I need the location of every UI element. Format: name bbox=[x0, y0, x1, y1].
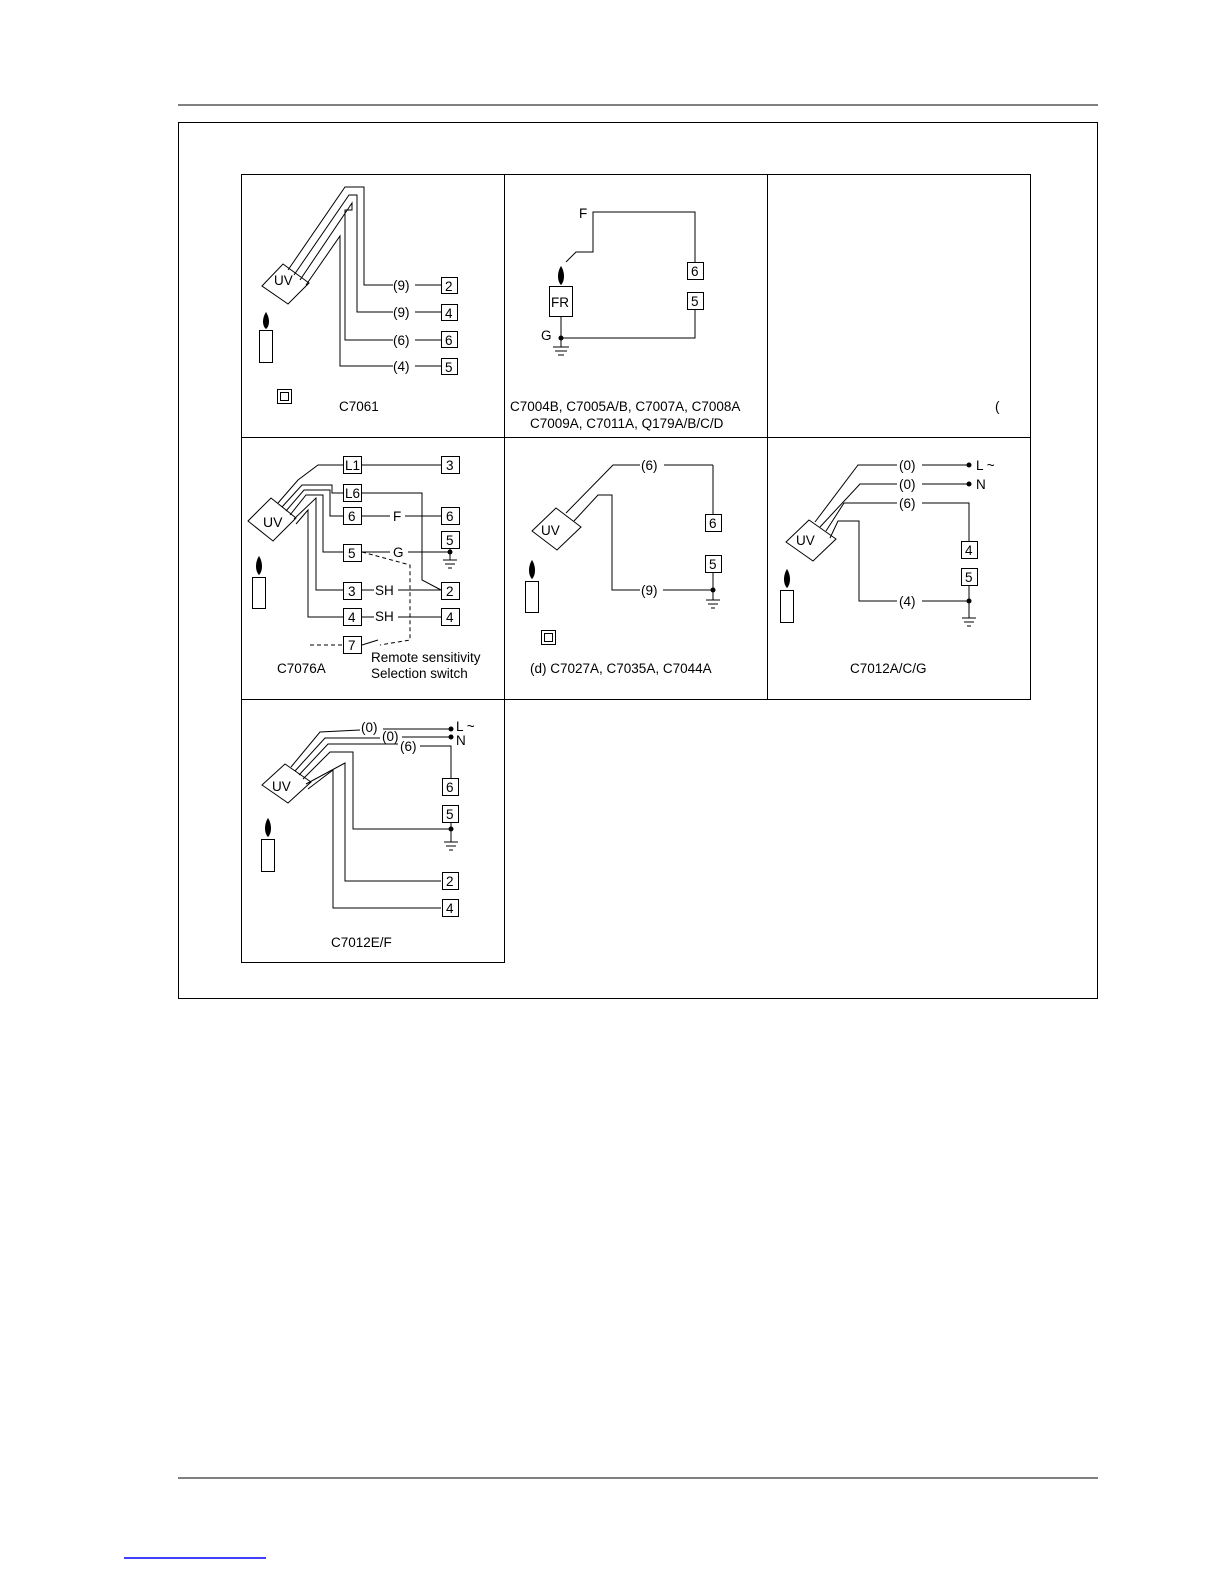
panel-caption: C7061 bbox=[339, 399, 379, 414]
panel-caption: C7076A bbox=[277, 661, 326, 676]
wire-label: SH bbox=[375, 583, 394, 598]
neutral-label: N bbox=[976, 477, 986, 492]
panel-caption-line1: C7004B, C7005A/B, C7007A, C7008A bbox=[510, 399, 741, 414]
terminal-label: 4 bbox=[348, 610, 356, 625]
line-label: L ~ bbox=[456, 719, 475, 734]
wire-label: (9) bbox=[641, 583, 658, 598]
wire-label: (0) bbox=[361, 720, 378, 735]
wire-label: (6) bbox=[641, 458, 658, 473]
panel-caption: C7012A/C/G bbox=[850, 661, 927, 676]
candle-icon bbox=[526, 582, 539, 613]
terminal-label: 6 bbox=[348, 509, 356, 524]
switch-label-line1: Remote sensitivity bbox=[371, 650, 481, 665]
flame-icon bbox=[529, 560, 535, 579]
terminal-label: 5 bbox=[446, 807, 454, 822]
candle-icon bbox=[260, 331, 273, 363]
terminal-label: 4 bbox=[445, 306, 453, 321]
panel-c7061 bbox=[260, 187, 458, 414]
panel-grid bbox=[242, 175, 1031, 963]
terminal-label: 4 bbox=[446, 901, 454, 916]
device-label: UV bbox=[263, 514, 283, 530]
candle-icon bbox=[781, 591, 794, 623]
panel-caption-line2: C7009A, C7011A, Q179A/B/C/D bbox=[530, 416, 724, 431]
wire-label: (0) bbox=[382, 729, 399, 744]
flame-wire-label: F bbox=[579, 206, 588, 221]
terminal-label: 6 bbox=[709, 516, 717, 531]
fragment-mark: ( bbox=[995, 399, 1000, 414]
terminal-label: 3 bbox=[446, 458, 454, 473]
panel-caption: C7012E/F bbox=[331, 935, 392, 950]
terminal-label: 3 bbox=[348, 584, 356, 599]
neutral-label: N bbox=[456, 733, 466, 748]
terminal-label: 6 bbox=[691, 264, 699, 279]
device-label: UV bbox=[541, 523, 560, 538]
flame-icon bbox=[256, 556, 262, 575]
wire-label: (6) bbox=[899, 496, 916, 511]
terminal-label: 6 bbox=[446, 509, 454, 524]
terminal-label: 2 bbox=[446, 874, 454, 889]
flame-icon bbox=[784, 569, 790, 588]
terminal-label: L1 bbox=[345, 458, 361, 473]
device-label: FR bbox=[551, 295, 569, 310]
terminal-label: 4 bbox=[446, 610, 454, 625]
device-label: UV bbox=[274, 273, 293, 288]
wire-label: F bbox=[393, 509, 402, 524]
ground-label: G bbox=[541, 328, 552, 343]
terminal-label: L6 bbox=[345, 486, 361, 501]
wire-label: (9) bbox=[393, 305, 410, 320]
panel-c7012ef bbox=[262, 719, 475, 950]
flame-icon bbox=[263, 312, 269, 329]
wire-label: SH bbox=[375, 609, 394, 624]
terminal-label: 5 bbox=[446, 533, 454, 548]
wire-label: (6) bbox=[393, 333, 410, 348]
terminal-label: 5 bbox=[691, 294, 699, 309]
line-label: L ~ bbox=[976, 458, 995, 473]
wire-label: G bbox=[393, 545, 404, 560]
terminal-label: 2 bbox=[446, 584, 454, 599]
terminal-label: 5 bbox=[348, 546, 356, 561]
terminal-label: 4 bbox=[965, 543, 973, 558]
terminal-label: 6 bbox=[446, 780, 454, 795]
panel-c7012acg bbox=[781, 458, 995, 676]
candle-icon bbox=[262, 840, 275, 872]
panel-blank bbox=[995, 399, 1000, 414]
panel-caption: (d) C7027A, C7035A, C7044A bbox=[530, 661, 712, 676]
switch-label-line2: Selection switch bbox=[371, 666, 468, 681]
terminal-label: 7 bbox=[348, 638, 356, 653]
panel-c7076 bbox=[248, 457, 481, 682]
flame-icon bbox=[265, 818, 271, 837]
wire-label: (0) bbox=[899, 458, 916, 473]
candle-icon bbox=[253, 578, 266, 609]
terminal-label: 5 bbox=[445, 360, 453, 375]
wire-label: (4) bbox=[393, 359, 410, 374]
terminal-label: 6 bbox=[445, 333, 453, 348]
wire-label: (0) bbox=[899, 477, 916, 492]
wire-label: (9) bbox=[393, 278, 410, 293]
device-label: UV bbox=[272, 779, 291, 794]
wire-label: (6) bbox=[400, 739, 417, 754]
panel-c7004 bbox=[510, 206, 740, 431]
terminal-label: 2 bbox=[445, 279, 453, 294]
device-label: UV bbox=[796, 533, 815, 548]
terminal-label: 5 bbox=[709, 557, 717, 572]
wire-label: (4) bbox=[899, 594, 916, 609]
terminal-label: 5 bbox=[965, 570, 973, 585]
flame-icon bbox=[558, 266, 564, 285]
panel-c7027 bbox=[526, 458, 722, 676]
